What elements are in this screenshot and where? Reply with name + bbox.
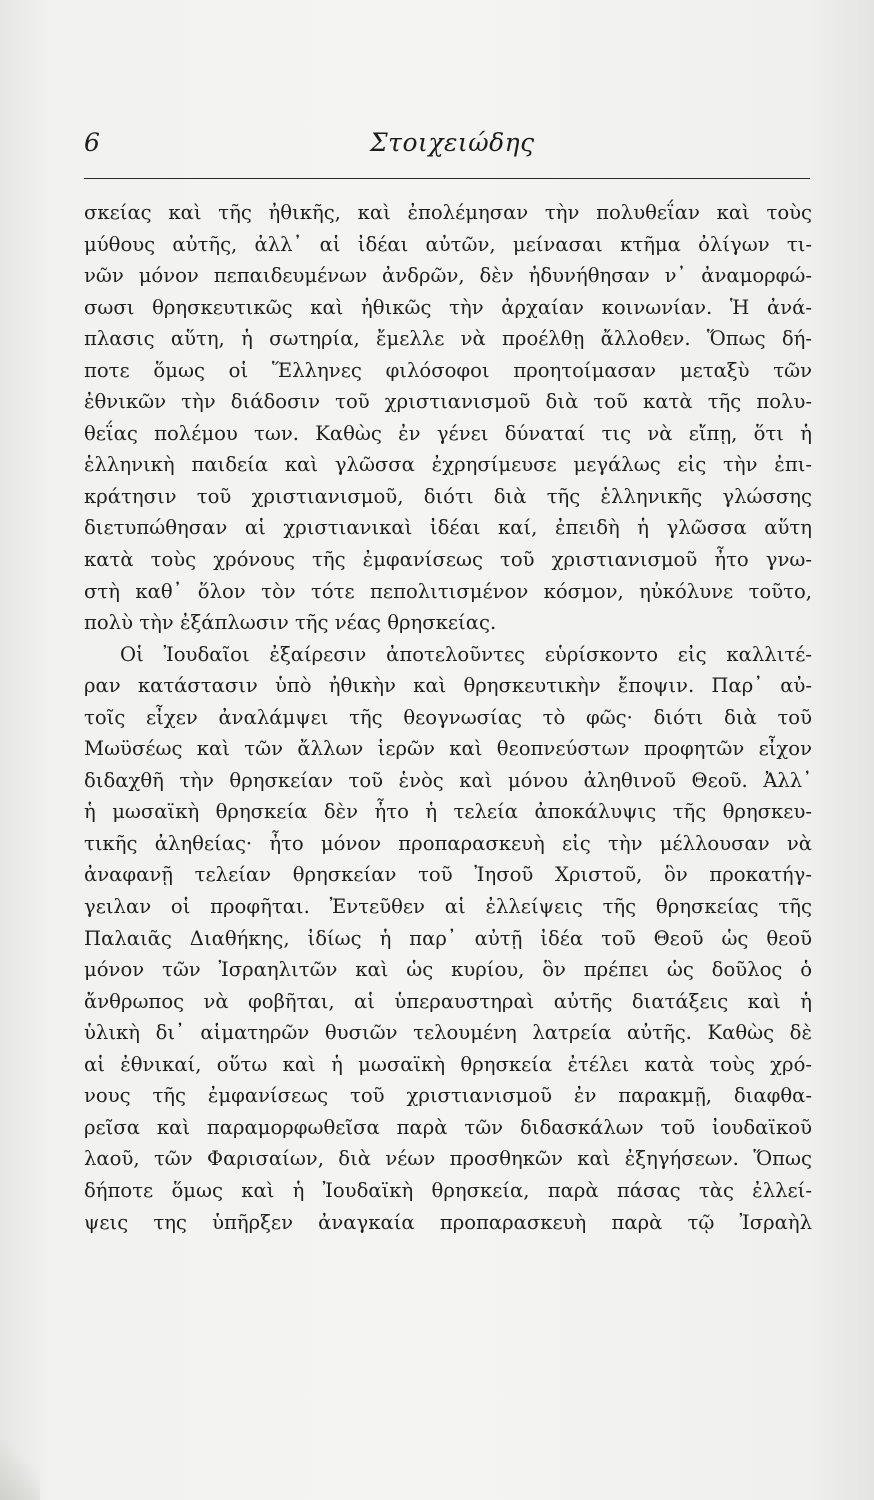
- text-line: τικῆς ἀληθείας· ἦτο μόνον προπαρασκευὴ εἰς τὴν μέλλουσαν νὰ: [84, 831, 812, 855]
- text-line: σκείας καὶ τῆς ἠθικῆς, καὶ ἐπολέμησαν τὴν πολυθεΐαν καὶ τοὺς: [84, 201, 812, 224]
- text-line: ρεῖσα καὶ παραμορφωθεῖσα παρὰ τῶν διδασκάλων τοῦ ἰουδαϊκοῦ: [84, 1115, 812, 1139]
- text-line: Μωϋσέως καὶ τῶν ἄλλων ἱερῶν καὶ θεοπνεύστων προφητῶν εἶχον: [84, 737, 812, 761]
- text-line: λαοῦ, τῶν Φαρισαίων, διὰ νέων προσθηκῶν καὶ ἐξηγήσεων. Ὅπως: [84, 1147, 812, 1171]
- text-line: νῶν μόνον πεπαιδευμένων ἀνδρῶν, δὲν ἠδυνήθησαν ν᾽ ἀναμορφώ-: [84, 264, 812, 288]
- text-line: στὴ καθ᾽ ὅλον τὸν τότε πεπολιτισμένον κόσμον, ηὐκόλυνε τοῦτο,: [84, 579, 812, 603]
- text-line: ἑλληνικὴ παιδεία καὶ γλῶσσα ἐχρησίμευσε μεγάλως εἰς τὴν ἐπι-: [84, 453, 812, 477]
- text-line: τοῖς εἶχεν ἀναλάμψει τῆς θεογνωσίας τὸ φῶς· διότι διὰ τοῦ: [84, 705, 812, 729]
- text-line: νους τῆς ἐμφανίσεως τοῦ χριστιανισμοῦ ἐν παρακμῇ, διαφθα-: [84, 1084, 812, 1108]
- page-corner-shadow: [0, 1440, 40, 1500]
- running-head: Στοιχειώδης: [370, 128, 535, 157]
- text-line: ὑλικὴ δι᾽ αἱματηρῶν θυσιῶν τελουμένη λατρεία αὐτῆς. Καθὼς δὲ: [84, 1021, 812, 1045]
- text-line: θεΐας πολέμου των. Καθὼς ἐν γένει δύναταί τις νὰ εἴπῃ, ὅτι ἡ: [84, 421, 812, 445]
- text-line: κράτησιν τοῦ χριστιανισμοῦ, διότι διὰ τῆς ἑλληνικῆς γλώσσης: [84, 484, 812, 508]
- text-line: πλασις αὕτη, ἡ σωτηρία, ἔμελλε νὰ προέλθῃ ἄλλοθεν. Ὅπως δή-: [84, 327, 812, 351]
- paragraph-end-line: πολὺ τὴν ἐξάπλωσιν τῆς νέας θρησκείας.: [84, 611, 497, 635]
- text-line: αἱ ἐθνικαί, οὕτω καὶ ἡ μωσαϊκὴ θρησκεία ἐτέλει κατὰ τοὺς χρό-: [84, 1052, 812, 1076]
- text-line: ἄνθρωπος νὰ φοβῆται, αἱ ὑπεραυστηραὶ αὐτῆς διατάξεις καὶ ἡ: [84, 989, 812, 1013]
- text-line: ἐθνικῶν τὴν διάδοσιν τοῦ χριστιανισμοῦ διὰ τοῦ κατὰ τῆς πολυ-: [84, 390, 812, 414]
- page-number: 6: [84, 128, 100, 157]
- text-line: σωσι θρησκευτικῶς καὶ ἠθικῶς τὴν ἀρχαίαν κοινωνίαν. Ἡ ἀνά-: [84, 295, 812, 319]
- text-line: ἀναφανῇ τελείαν θρησκείαν τοῦ Ἰησοῦ Χριστοῦ, ὃν προκατήγ-: [84, 863, 812, 887]
- header-rule: [84, 178, 810, 179]
- text-line: γειλαν οἱ προφῆται. Ἐντεῦθεν αἱ ἐλλείψεις τῆς θρησκείας τῆς: [84, 895, 812, 919]
- text-line: μόνον τῶν Ἰσραηλιτῶν καὶ ὡς κυρίου, ὃν πρέπει ὡς δοῦλος ὁ: [84, 958, 812, 982]
- body-text: [84, 197, 812, 1238]
- text-line: μύθους αὐτῆς, ἀλλ᾽ αἱ ἰδέαι αὐτῶν, μείνασαι κτῆμα ὀλίγων τι-: [84, 232, 812, 256]
- text-line: κατὰ τοὺς χρόνους τῆς ἐμφανίσεως τοῦ χριστιανισμοῦ ἦτο γνω-: [84, 548, 812, 572]
- text-line: ψεις της ὑπῆρξεν ἀναγκαία προπαρασκευὴ παρὰ τῷ Ἰσραὴλ: [84, 1210, 812, 1234]
- text-line: ἡ μωσαϊκὴ θρησκεία δὲν ἦτο ἡ τελεία ἀποκάλυψις τῆς θρησκευ-: [84, 800, 812, 824]
- paragraph-start-line: Οἱ Ἰουδαῖοι ἐξαίρεσιν ἀποτελοῦντες εὑρίσκοντο εἰς καλλιτέ-: [120, 642, 812, 666]
- text-line: δήποτε ὅμως καὶ ἡ Ἰουδαϊκὴ θρησκεία, παρὰ πάσας τὰς ἐλλεί-: [84, 1178, 812, 1202]
- text-line: διδαχθῆ τὴν θρησκείαν τοῦ ἑνὸς καὶ μόνου ἀληθινοῦ Θεοῦ. Ἀλλ᾽: [84, 768, 812, 792]
- text-line: ραν κατάστασιν ὑπὸ ἠθικὴν καὶ θρησκευτικὴν ἔποψιν. Παρ᾽ αὐ-: [84, 674, 812, 698]
- text-line: διετυπώθησαν αἱ χριστιανικαὶ ἰδέαι καί, ἐπειδὴ ἡ γλῶσσα αὕτη: [84, 516, 812, 540]
- page-header: [84, 128, 810, 162]
- text-line: Παλαιᾶς Διαθήκης, ἰδίως ἡ παρ᾽ αὐτῇ ἰδέα τοῦ Θεοῦ ὡς θεοῦ: [84, 926, 812, 950]
- text-line: ποτε ὅμως οἱ Ἕλληνες φιλόσοφοι προητοίμασαν μεταξὺ τῶν: [84, 358, 812, 382]
